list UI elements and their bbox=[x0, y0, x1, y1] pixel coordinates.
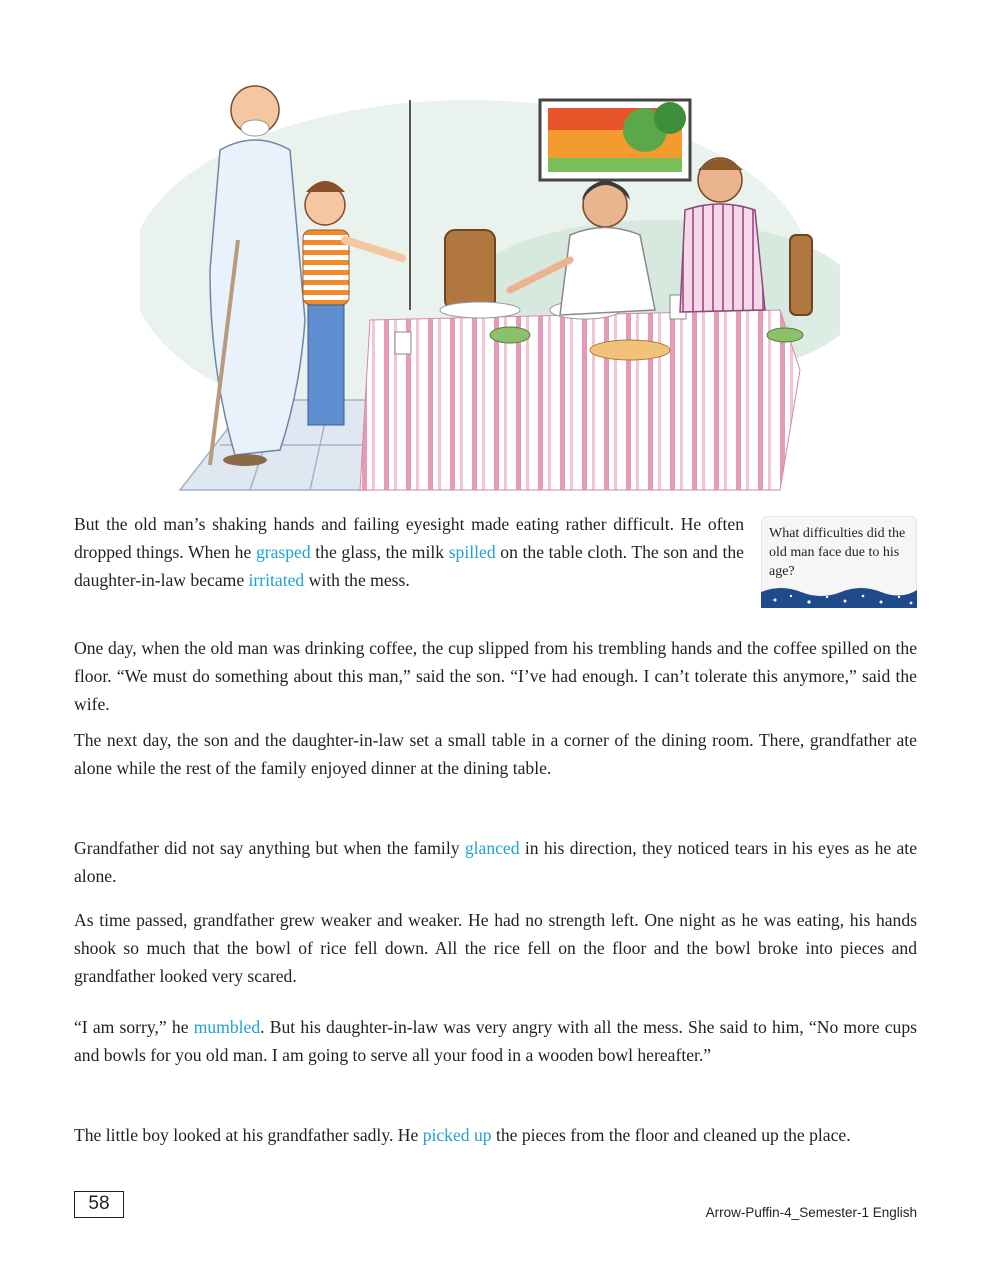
text-run: the pieces from the floor and cleaned up the place. bbox=[491, 1125, 851, 1145]
vocabulary-word: picked up bbox=[422, 1125, 492, 1145]
text-run: in his direction, they noticed tears in his eyes as he ate alone. bbox=[74, 838, 917, 886]
text-run: But the old man’s shaking hands and failing eyesight made eating rather difficult. He often dropped things. When he bbox=[74, 514, 744, 562]
vocabulary-word: spilled bbox=[448, 542, 496, 562]
text-run: Grandfather did not say anything but when the family bbox=[74, 838, 465, 858]
vocabulary-word: mumbled bbox=[193, 1017, 261, 1037]
story-illustration bbox=[140, 70, 840, 500]
text-run: on the table cloth. The son and the daughter-in-law became bbox=[74, 542, 744, 590]
text-run: with the mess. bbox=[304, 570, 410, 590]
paragraph-3 bbox=[74, 726, 917, 782]
text-run: . But his daughter-in-law was very angry with all the mess. She said to him, “No more cups and bowls for you old man. I am going to serve all your food in a wooden bowl hereafter.” bbox=[74, 1017, 917, 1065]
text-run: As time passed, grandfather grew weaker and weaker. He had no strength left. One night as he was eating, his hands shook so much that the bowl of rice fell down. All the rice fell on the floor and the bowl broke into pieces and grandfather looked very scared. bbox=[74, 910, 917, 986]
book-title-footer: Arrow-Puffin-4_Semester-1 English bbox=[705, 1205, 917, 1220]
text-run: One day, when the old man was drinking coffee, the cup slipped from his trembling hands and the coffee spilled on the floor. “We must do something about this man,” said the son. “I’ve had enough. I can’t tolerate this anymore,” said the wife. bbox=[74, 638, 917, 714]
paragraph-1 bbox=[74, 510, 744, 594]
paragraph-5 bbox=[74, 906, 917, 990]
paragraph-2 bbox=[74, 634, 917, 718]
text-run: The next day, the son and the daughter-in-law set a small table in a corner of the dining room. There, grandfather ate alone while the rest of the family enjoyed dinner at the dining table. bbox=[74, 730, 917, 778]
callout-question-text: What difficulties did the old man face due to his age? bbox=[769, 526, 906, 579]
paragraph-7 bbox=[74, 1121, 917, 1149]
vocabulary-word: glanced bbox=[464, 838, 520, 858]
paragraph-4 bbox=[74, 834, 917, 890]
page-number: 58 bbox=[74, 1191, 124, 1218]
vocabulary-word: grasped bbox=[255, 542, 311, 562]
wall-painting bbox=[540, 100, 690, 180]
vocabulary-word: irritated bbox=[248, 570, 305, 590]
question-callout bbox=[761, 516, 917, 608]
text-run: “I am sorry,” he bbox=[74, 1017, 194, 1037]
callout-wave-decoration bbox=[761, 582, 917, 608]
text-run: The little boy looked at his grandfather sadly. He bbox=[74, 1125, 423, 1145]
paragraph-6 bbox=[74, 1013, 917, 1069]
text-run: the glass, the milk bbox=[310, 542, 449, 562]
